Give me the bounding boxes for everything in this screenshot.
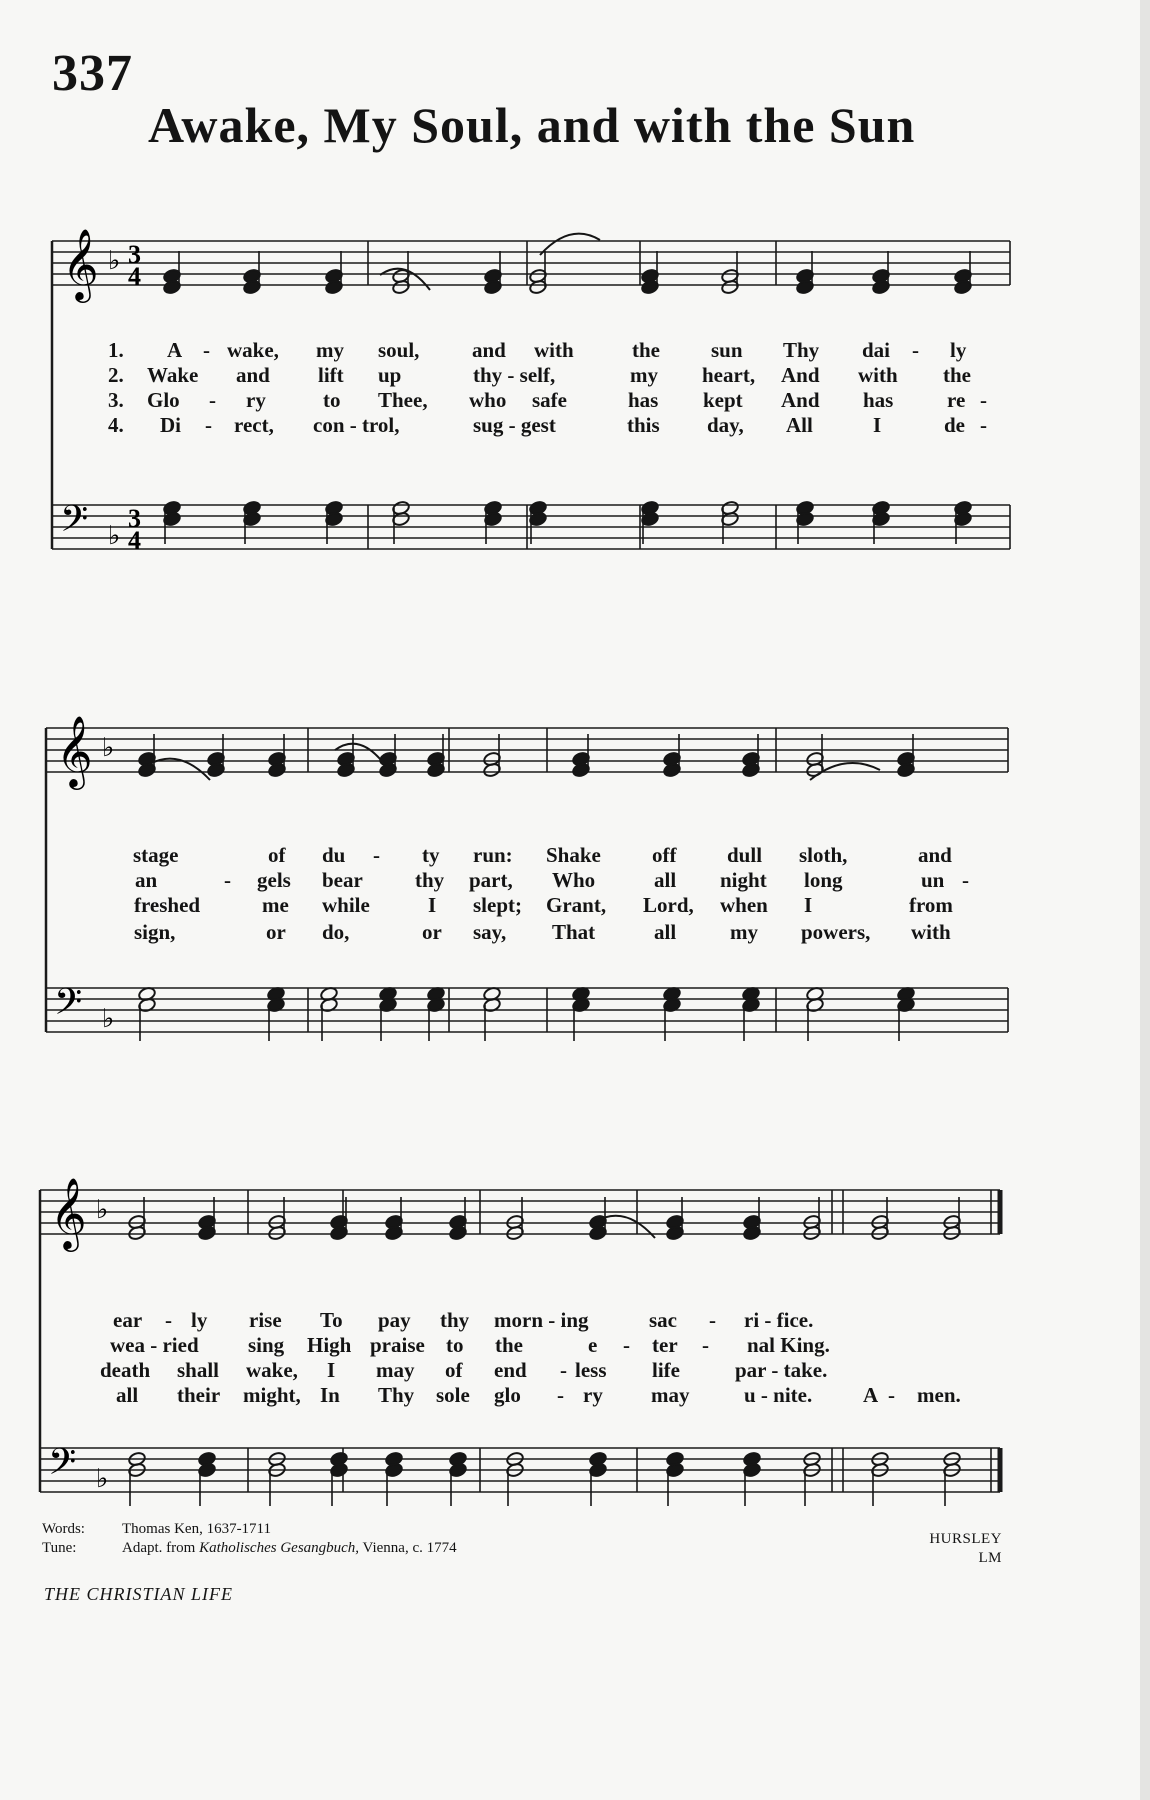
lyric-syllable: - bbox=[373, 843, 380, 867]
flat-icon: ♭ bbox=[108, 521, 121, 551]
flat-icon: ♭ bbox=[96, 1464, 109, 1494]
lyric-syllable: has bbox=[863, 388, 894, 412]
meter: LM bbox=[978, 1550, 1002, 1566]
lyric-syllable: - bbox=[980, 413, 987, 437]
lyric-syllable: ter bbox=[652, 1333, 678, 1357]
tune-source-suffix: Vienna, c. 1774 bbox=[362, 1540, 457, 1556]
lyric-syllable: - bbox=[980, 388, 987, 412]
lyric-syllable: Lord, bbox=[643, 893, 694, 917]
lyric-syllable: ry bbox=[583, 1383, 603, 1407]
lyric-syllable: stage bbox=[133, 843, 179, 867]
lyric-syllable: less bbox=[575, 1358, 607, 1382]
lyric-syllable: this bbox=[627, 413, 660, 437]
hymn-title: Awake, My Soul, and with the Sun bbox=[148, 97, 916, 153]
lyric-syllable: has bbox=[628, 388, 659, 412]
lyric-syllable: my bbox=[316, 338, 344, 362]
lyric-syllable: the bbox=[943, 363, 971, 387]
lyric-syllable: to bbox=[323, 388, 341, 412]
lyric-syllable: me bbox=[262, 893, 289, 917]
words-author: Thomas Ken, 1637-1711 bbox=[122, 1521, 272, 1537]
bass-clef-icon: 𝄢 bbox=[48, 1441, 77, 1492]
lyric-syllable: with bbox=[911, 920, 951, 944]
lyric-syllable: heart, bbox=[702, 363, 756, 387]
lyric-syllable: ty bbox=[422, 843, 440, 867]
lyric-syllable: slept; bbox=[473, 893, 522, 917]
tune-name: HURSLEY bbox=[929, 1531, 1002, 1547]
lyric-syllable: - bbox=[623, 1333, 630, 1357]
lyric-syllable: my bbox=[730, 920, 758, 944]
time-signature-numerator: 3 bbox=[128, 504, 141, 533]
lyric-syllable: con - trol, bbox=[313, 413, 400, 437]
lyric-syllable: Thy bbox=[783, 338, 820, 362]
hymn-credits bbox=[42, 1520, 457, 1558]
lyric-syllable: their bbox=[177, 1383, 221, 1407]
tune-name-block bbox=[929, 1530, 1002, 1568]
lyric-syllable: sign, bbox=[134, 920, 176, 944]
lyric-syllable: pay bbox=[378, 1308, 411, 1332]
lyric-syllable: or bbox=[266, 920, 286, 944]
treble-clef-icon: 𝄞 bbox=[62, 227, 99, 300]
lyric-syllable: while bbox=[322, 893, 370, 917]
lyric-syllable: part, bbox=[469, 868, 513, 892]
lyric-syllable: A bbox=[863, 1383, 879, 1407]
lyric-syllable: safe bbox=[532, 388, 567, 412]
lyric-syllable: - bbox=[962, 868, 969, 892]
lyric-syllable: shall bbox=[177, 1358, 220, 1382]
lyric-syllable: say, bbox=[473, 920, 507, 944]
lyric-syllable: wea - ried bbox=[110, 1333, 199, 1357]
lyric-syllable: - bbox=[224, 868, 231, 892]
lyric-syllable: of bbox=[445, 1358, 463, 1382]
lyric-syllable: du bbox=[322, 843, 346, 867]
treble-clef-icon: 𝄞 bbox=[56, 714, 93, 787]
lyric-syllable: To bbox=[320, 1308, 343, 1332]
lyric-syllable: I bbox=[873, 413, 882, 437]
lyric-syllable: ly bbox=[191, 1308, 208, 1332]
lyric-syllable: who bbox=[469, 388, 507, 412]
lyric-syllable: all bbox=[654, 920, 677, 944]
lyric-syllable: re bbox=[947, 388, 966, 412]
lyric-syllable: with bbox=[858, 363, 898, 387]
lyric-syllable: or bbox=[422, 920, 442, 944]
lyric-syllable: ri - fice. bbox=[744, 1308, 814, 1332]
lyric-syllable: to bbox=[446, 1333, 464, 1357]
lyric-syllable: - bbox=[205, 413, 212, 437]
lyric-syllable: 1. bbox=[108, 338, 124, 362]
lyric-syllable: - bbox=[702, 1333, 709, 1357]
time-signature-numerator: 3 bbox=[128, 240, 141, 269]
lyric-syllable: sloth, bbox=[799, 843, 848, 867]
lyric-syllable: an bbox=[135, 868, 158, 892]
hymn-number: 337 bbox=[52, 45, 133, 102]
lyric-syllable: Who bbox=[552, 868, 596, 892]
lyric-syllable: Grant, bbox=[546, 893, 607, 917]
lyric-syllable: all bbox=[116, 1383, 139, 1407]
lyric-syllable: soul, bbox=[378, 338, 420, 362]
lyric-syllable: sug - gest bbox=[473, 413, 556, 437]
lyric-syllable: might, bbox=[243, 1383, 301, 1407]
lyric-syllable: when bbox=[720, 893, 768, 917]
lyric-syllable: Glo bbox=[147, 388, 180, 412]
lyric-syllable: thy bbox=[415, 868, 445, 892]
lyric-syllable: men. bbox=[917, 1383, 961, 1407]
time-signature-denominator: 4 bbox=[128, 262, 141, 291]
lyric-syllable: may bbox=[651, 1383, 690, 1407]
tune-source-book: Katholisches Gesangbuch, bbox=[199, 1540, 360, 1556]
lyric-syllable: - bbox=[560, 1358, 567, 1382]
lyric-syllable: ear bbox=[113, 1308, 143, 1332]
tune-label: Tune: bbox=[42, 1540, 77, 1556]
lyric-syllable: do, bbox=[322, 920, 350, 944]
lyric-syllable: In bbox=[320, 1383, 340, 1407]
lyric-syllable: - bbox=[209, 388, 216, 412]
lyric-syllable: bear bbox=[322, 868, 363, 892]
flat-icon: ♭ bbox=[102, 733, 115, 763]
lyric-syllable: e bbox=[588, 1333, 598, 1357]
flat-icon: ♭ bbox=[108, 246, 121, 276]
lyric-syllable: 2. bbox=[108, 363, 124, 387]
lyric-syllable: morn - ing bbox=[494, 1308, 589, 1332]
lyric-syllable: rect, bbox=[234, 413, 274, 437]
lyric-syllable: Thy bbox=[378, 1383, 415, 1407]
lyric-syllable: u - nite. bbox=[744, 1383, 813, 1407]
lyric-syllable: thy - self, bbox=[473, 363, 556, 387]
lyric-syllable: thy bbox=[440, 1308, 470, 1332]
tune-source bbox=[122, 1539, 457, 1558]
tune-source-prefix: Adapt. from bbox=[122, 1540, 196, 1556]
lyric-syllable: dai bbox=[862, 338, 891, 362]
lyric-syllable: Wake bbox=[147, 363, 199, 387]
lyric-syllable: - bbox=[912, 338, 919, 362]
lyric-syllable: and bbox=[918, 843, 952, 867]
lyric-syllable: with bbox=[534, 338, 574, 362]
lyric-syllable: sole bbox=[436, 1383, 470, 1407]
words-label: Words: bbox=[42, 1521, 85, 1537]
lyric-syllable: from bbox=[909, 893, 953, 917]
lyric-syllable: - bbox=[557, 1383, 564, 1407]
lyric-syllable: Thee, bbox=[378, 388, 428, 412]
bass-clef-icon: 𝄢 bbox=[60, 498, 89, 549]
lyric-syllable: praise bbox=[370, 1333, 425, 1357]
lyric-syllable: - bbox=[203, 338, 210, 362]
lyric-syllable: dull bbox=[727, 843, 763, 867]
lyric-syllable: I bbox=[804, 893, 813, 917]
lyric-syllable: sing bbox=[248, 1333, 285, 1357]
lyric-syllable: run: bbox=[473, 843, 513, 867]
lyric-syllable: 3. bbox=[108, 388, 124, 412]
lyric-syllable: That bbox=[552, 920, 596, 944]
lyric-syllable: ry bbox=[246, 388, 266, 412]
lyric-syllable: kept bbox=[703, 388, 743, 412]
lyric-syllable: A bbox=[167, 338, 183, 362]
lyric-syllable: up bbox=[378, 363, 402, 387]
treble-clef-icon: 𝄞 bbox=[50, 1176, 87, 1249]
lyric-syllable: night bbox=[720, 868, 767, 892]
section-footer: THE CHRISTIAN LIFE bbox=[44, 1584, 233, 1604]
lyric-syllable: nal King. bbox=[747, 1333, 830, 1357]
lyric-syllable: 4. bbox=[108, 413, 124, 437]
flat-icon: ♭ bbox=[102, 1004, 115, 1034]
lyric-syllable: of bbox=[268, 843, 286, 867]
lyric-syllable: I bbox=[327, 1358, 336, 1382]
lyric-syllable: all bbox=[654, 868, 677, 892]
lyric-syllable: And bbox=[781, 388, 820, 412]
flat-icon: ♭ bbox=[96, 1195, 109, 1225]
lyric-syllable: - bbox=[888, 1383, 895, 1407]
lyric-syllable: freshed bbox=[134, 893, 201, 917]
lyric-syllable: day, bbox=[707, 413, 744, 437]
lyric-syllable: may bbox=[376, 1358, 415, 1382]
lyric-syllable: glo bbox=[494, 1383, 521, 1407]
lyric-syllable: Di bbox=[160, 413, 181, 437]
lyric-syllable: un bbox=[921, 868, 945, 892]
lyric-syllable: - bbox=[709, 1308, 716, 1332]
lyric-syllable: off bbox=[652, 843, 677, 867]
lyric-syllable: gels bbox=[257, 868, 291, 892]
lyric-syllable: I bbox=[428, 893, 437, 917]
lyric-syllable: and bbox=[472, 338, 506, 362]
lyric-syllable: the bbox=[495, 1333, 523, 1357]
lyric-syllable: my bbox=[630, 363, 658, 387]
lyric-syllable: par - take. bbox=[735, 1358, 828, 1382]
lyric-syllable: And bbox=[781, 363, 820, 387]
lyric-syllable: ly bbox=[950, 338, 967, 362]
lyric-syllable: Shake bbox=[546, 843, 601, 867]
lyric-syllable: powers, bbox=[801, 920, 871, 944]
lyric-syllable: end bbox=[494, 1358, 527, 1382]
lyric-syllable: All bbox=[786, 413, 813, 437]
lyric-syllable: - bbox=[165, 1308, 172, 1332]
lyric-syllable: lift bbox=[318, 363, 344, 387]
lyric-syllable: and bbox=[236, 363, 270, 387]
lyric-syllable: sun bbox=[711, 338, 743, 362]
lyric-syllable: long bbox=[804, 868, 843, 892]
lyric-syllable: wake, bbox=[227, 338, 279, 362]
lyric-syllable: High bbox=[307, 1333, 352, 1357]
bass-clef-icon: 𝄢 bbox=[54, 981, 83, 1032]
lyric-syllable: the bbox=[632, 338, 660, 362]
lyric-syllable: death bbox=[100, 1358, 151, 1382]
lyric-syllable: life bbox=[652, 1358, 680, 1382]
lyric-syllable: de bbox=[944, 413, 965, 437]
lyric-syllable: rise bbox=[249, 1308, 282, 1332]
time-signature-denominator: 4 bbox=[128, 526, 141, 555]
lyric-syllable: sac bbox=[649, 1308, 677, 1332]
lyric-syllable: wake, bbox=[246, 1358, 298, 1382]
